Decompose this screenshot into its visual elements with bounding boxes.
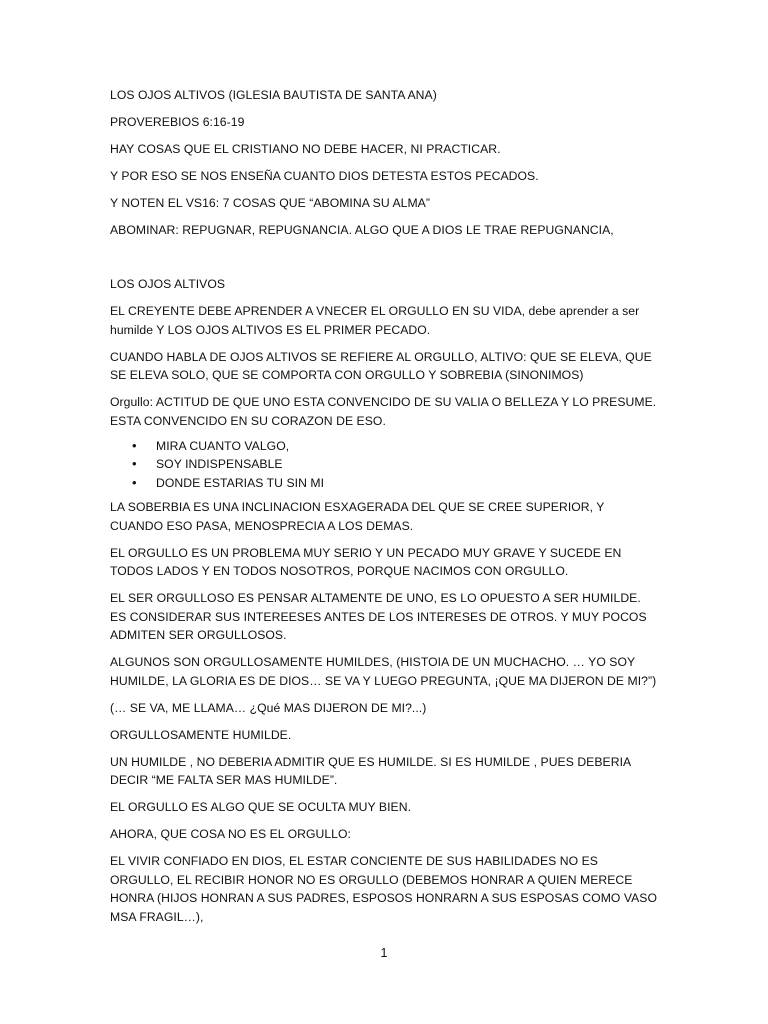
list-item	[110, 455, 658, 474]
paragraph: EL CREYENTE DEBE APRENDER A VNECER EL ORGULLO EN SU VIDA, debe aprender a ser humilde Y LOS OJOS ALTIVOS ES EL PRIMER PECADO.	[110, 304, 640, 337]
paragraph: AHORA, QUE COSA NO ES EL ORGULLO:	[110, 827, 351, 841]
spacer	[110, 248, 658, 275]
paragraph: EL SER ORGULLOSO ES PENSAR ALTAMENTE DE UNO, ES LO OPUESTO A SER HUMILDE. ES CONSIDERAR SUS INTEREESES ANTES DE LOS INTERESES DE OTROS. Y MUY POCOS ADMITEN SER ORGULLOSOS.	[110, 591, 647, 642]
bullet-list	[110, 437, 658, 493]
paragraph: Orgullo: ACTITUD DE QUE UNO ESTA CONVENCIDO DE SU VALIA O BELLEZA Y LO PRESUME. ESTA CONVENCIDO EN SU CORAZON DE ESO.	[110, 395, 657, 428]
list-item-text: SOY INDISPENSABLE	[156, 457, 283, 471]
paragraph: ORGULLOSAMENTE HUMILDE.	[110, 727, 292, 742]
list-item	[110, 474, 658, 493]
page-number: 1	[380, 946, 388, 960]
paragraph: Y NOTEN EL VS16: 7 COSAS QUE “ABOMINA SU ALMA”	[110, 196, 430, 210]
paragraph: ABOMINAR: REPUGNAR, REPUGNANCIA. ALGO QUE A DIOS LE TRAE REPUGNANCIA,	[110, 223, 614, 237]
bullet-icon: •	[132, 437, 137, 453]
document-title: LOS OJOS ALTIVOS (IGLESIA BAUTISTA DE SANTA ANA)	[110, 88, 437, 102]
paragraph: CUANDO HABLA DE OJOS ALTIVOS SE REFIERE AL ORGULLO, ALTIVO: QUE SE ELEVA, QUE SE ELEVA SOLO, QUE SE COMPORTA CON ORGULLO Y SOBREBIA (SINONIMOS)	[110, 349, 652, 382]
list-item-text: MIRA CUANTO VALGO,	[156, 438, 290, 453]
section-heading: LOS OJOS ALTIVOS	[110, 277, 226, 291]
document-body	[110, 86, 658, 935]
paragraph: EL ORGULLO ES UN PROBLEMA MUY SERIO Y UN PECADO MUY GRAVE Y SUCEDE EN TODOS LADOS Y EN TODOS NOSOTROS, PORQUE NACIMOS CON ORGULLO.	[110, 545, 622, 578]
scripture-reference: PROVEREBIOS 6:16-19	[110, 115, 245, 129]
paragraph: Y POR ESO SE NOS ENSEÑA CUANTO DIOS DETESTA ESTOS PECADOS.	[110, 169, 539, 183]
paragraph: ALGUNOS SON ORGULLOSAMENTE HUMILDES, (HISTOIA DE UN MUCHACHO. … YO SOY HUMILDE, LA GLORIA ES DE DIOS… SE VA Y LUEGO PREGUNTA, ¡QUE MA DIJERON DE MI?”)	[110, 655, 657, 688]
paragraph: HAY COSAS QUE EL CRISTIANO NO DEBE HACER, NI PRACTICAR.	[110, 142, 501, 156]
bullet-icon: •	[132, 474, 137, 490]
bullet-icon: •	[132, 456, 137, 471]
paragraph: EL ORGULLO ES ALGO QUE SE OCULTA MUY BIEN.	[110, 800, 412, 814]
list-item-text: DONDE ESTARIAS TU SIN MI	[156, 475, 325, 490]
paragraph: EL VIVIR CONFIADO EN DIOS, EL ESTAR CONCIENTE DE SUS HABILIDADES NO ES ORGULLO, EL RECIBIR HONOR NO ES ORGULLO (DEBEMOS HONRAR A QUIEN MERECE HONRA (HIJOS HONRAN A SUS PADRES, ESPOSOS HONRARN A SUS ESPOSAS COMO VASO MSA FRAGIL…),	[110, 854, 658, 924]
paragraph: UN HUMILDE , NO DEBERIA ADMITIR QUE ES HUMILDE. SI ES HUMILDE , PUES DEBERIA DECIR “ME FALTA SER MAS HUMILDE”.	[110, 754, 631, 787]
paragraph: LA SOBERBIA ES UNA INCLINACION ESXAGERADA DEL QUE SE CREE SUPERIOR, Y CUANDO ESO PASA, MENOSPRECIA A LOS DEMAS.	[110, 500, 605, 533]
paragraph: (… SE VA, ME LLAMA… ¿Qué MAS DIJERON DE MI?...)	[110, 700, 427, 715]
list-item	[110, 437, 658, 456]
